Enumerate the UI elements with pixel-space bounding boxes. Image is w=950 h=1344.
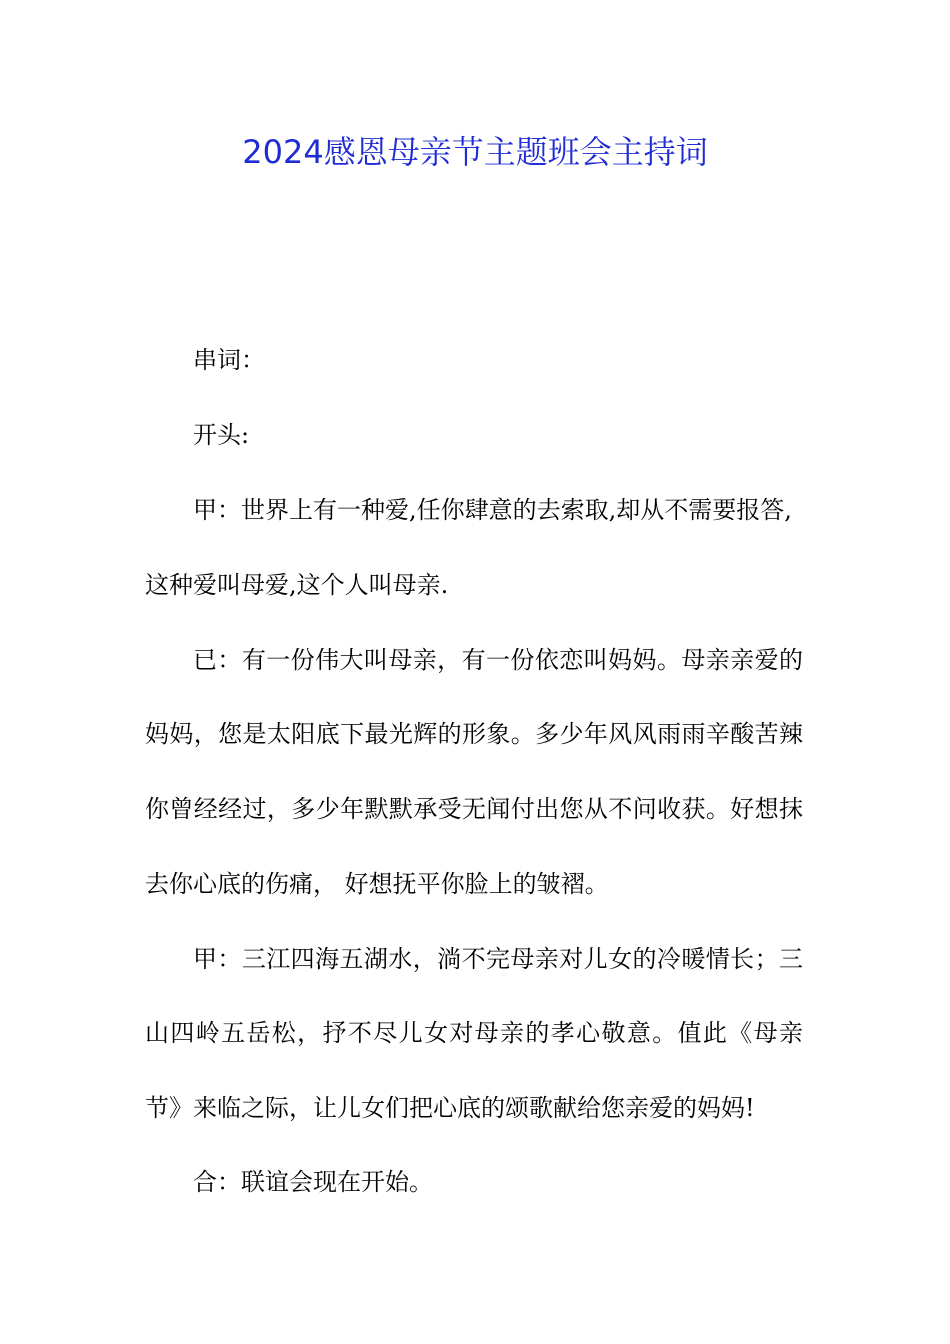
paragraph-line: 你曾经经过，多少年默默承受无闻付出您从不问收获。好想抹	[145, 795, 803, 823]
document-title: 2024感恩母亲节主题班会主持词	[242, 133, 708, 171]
paragraph-line: 去你心底的伤痛， 好想抚平你脸上的皱褶。	[145, 870, 609, 898]
paragraph-line: 甲：三江四海五湖水，淌不完母亲对儿女的冷暖情长；三	[193, 945, 803, 973]
paragraph-line: 妈妈，您是太阳底下最光辉的形象。多少年风风雨雨辛酸苦辣	[145, 720, 803, 748]
paragraph-line: 这种爱叫母爱,这个人叫母亲.	[145, 571, 449, 599]
paragraph-line: 节》来临之际，让儿女们把心底的颂歌献给您亲爱的妈妈!	[145, 1094, 755, 1122]
paragraph-line: 合：联谊会现在开始。	[193, 1168, 433, 1196]
paragraph-line: 山四岭五岳松，抒不尽儿女对母亲的孝心敬意。值此《母亲	[145, 1019, 803, 1047]
label-chuanci: 串词：	[193, 346, 265, 374]
paragraph-line: 已：有一份伟大叫母亲，有一份依恋叫妈妈。母亲亲爱的	[193, 646, 803, 674]
label-kaitou: 开头:	[193, 421, 250, 449]
paragraph-line: 甲：世界上有一种爱,任你肆意的去索取,却从不需要报答,	[193, 496, 792, 524]
